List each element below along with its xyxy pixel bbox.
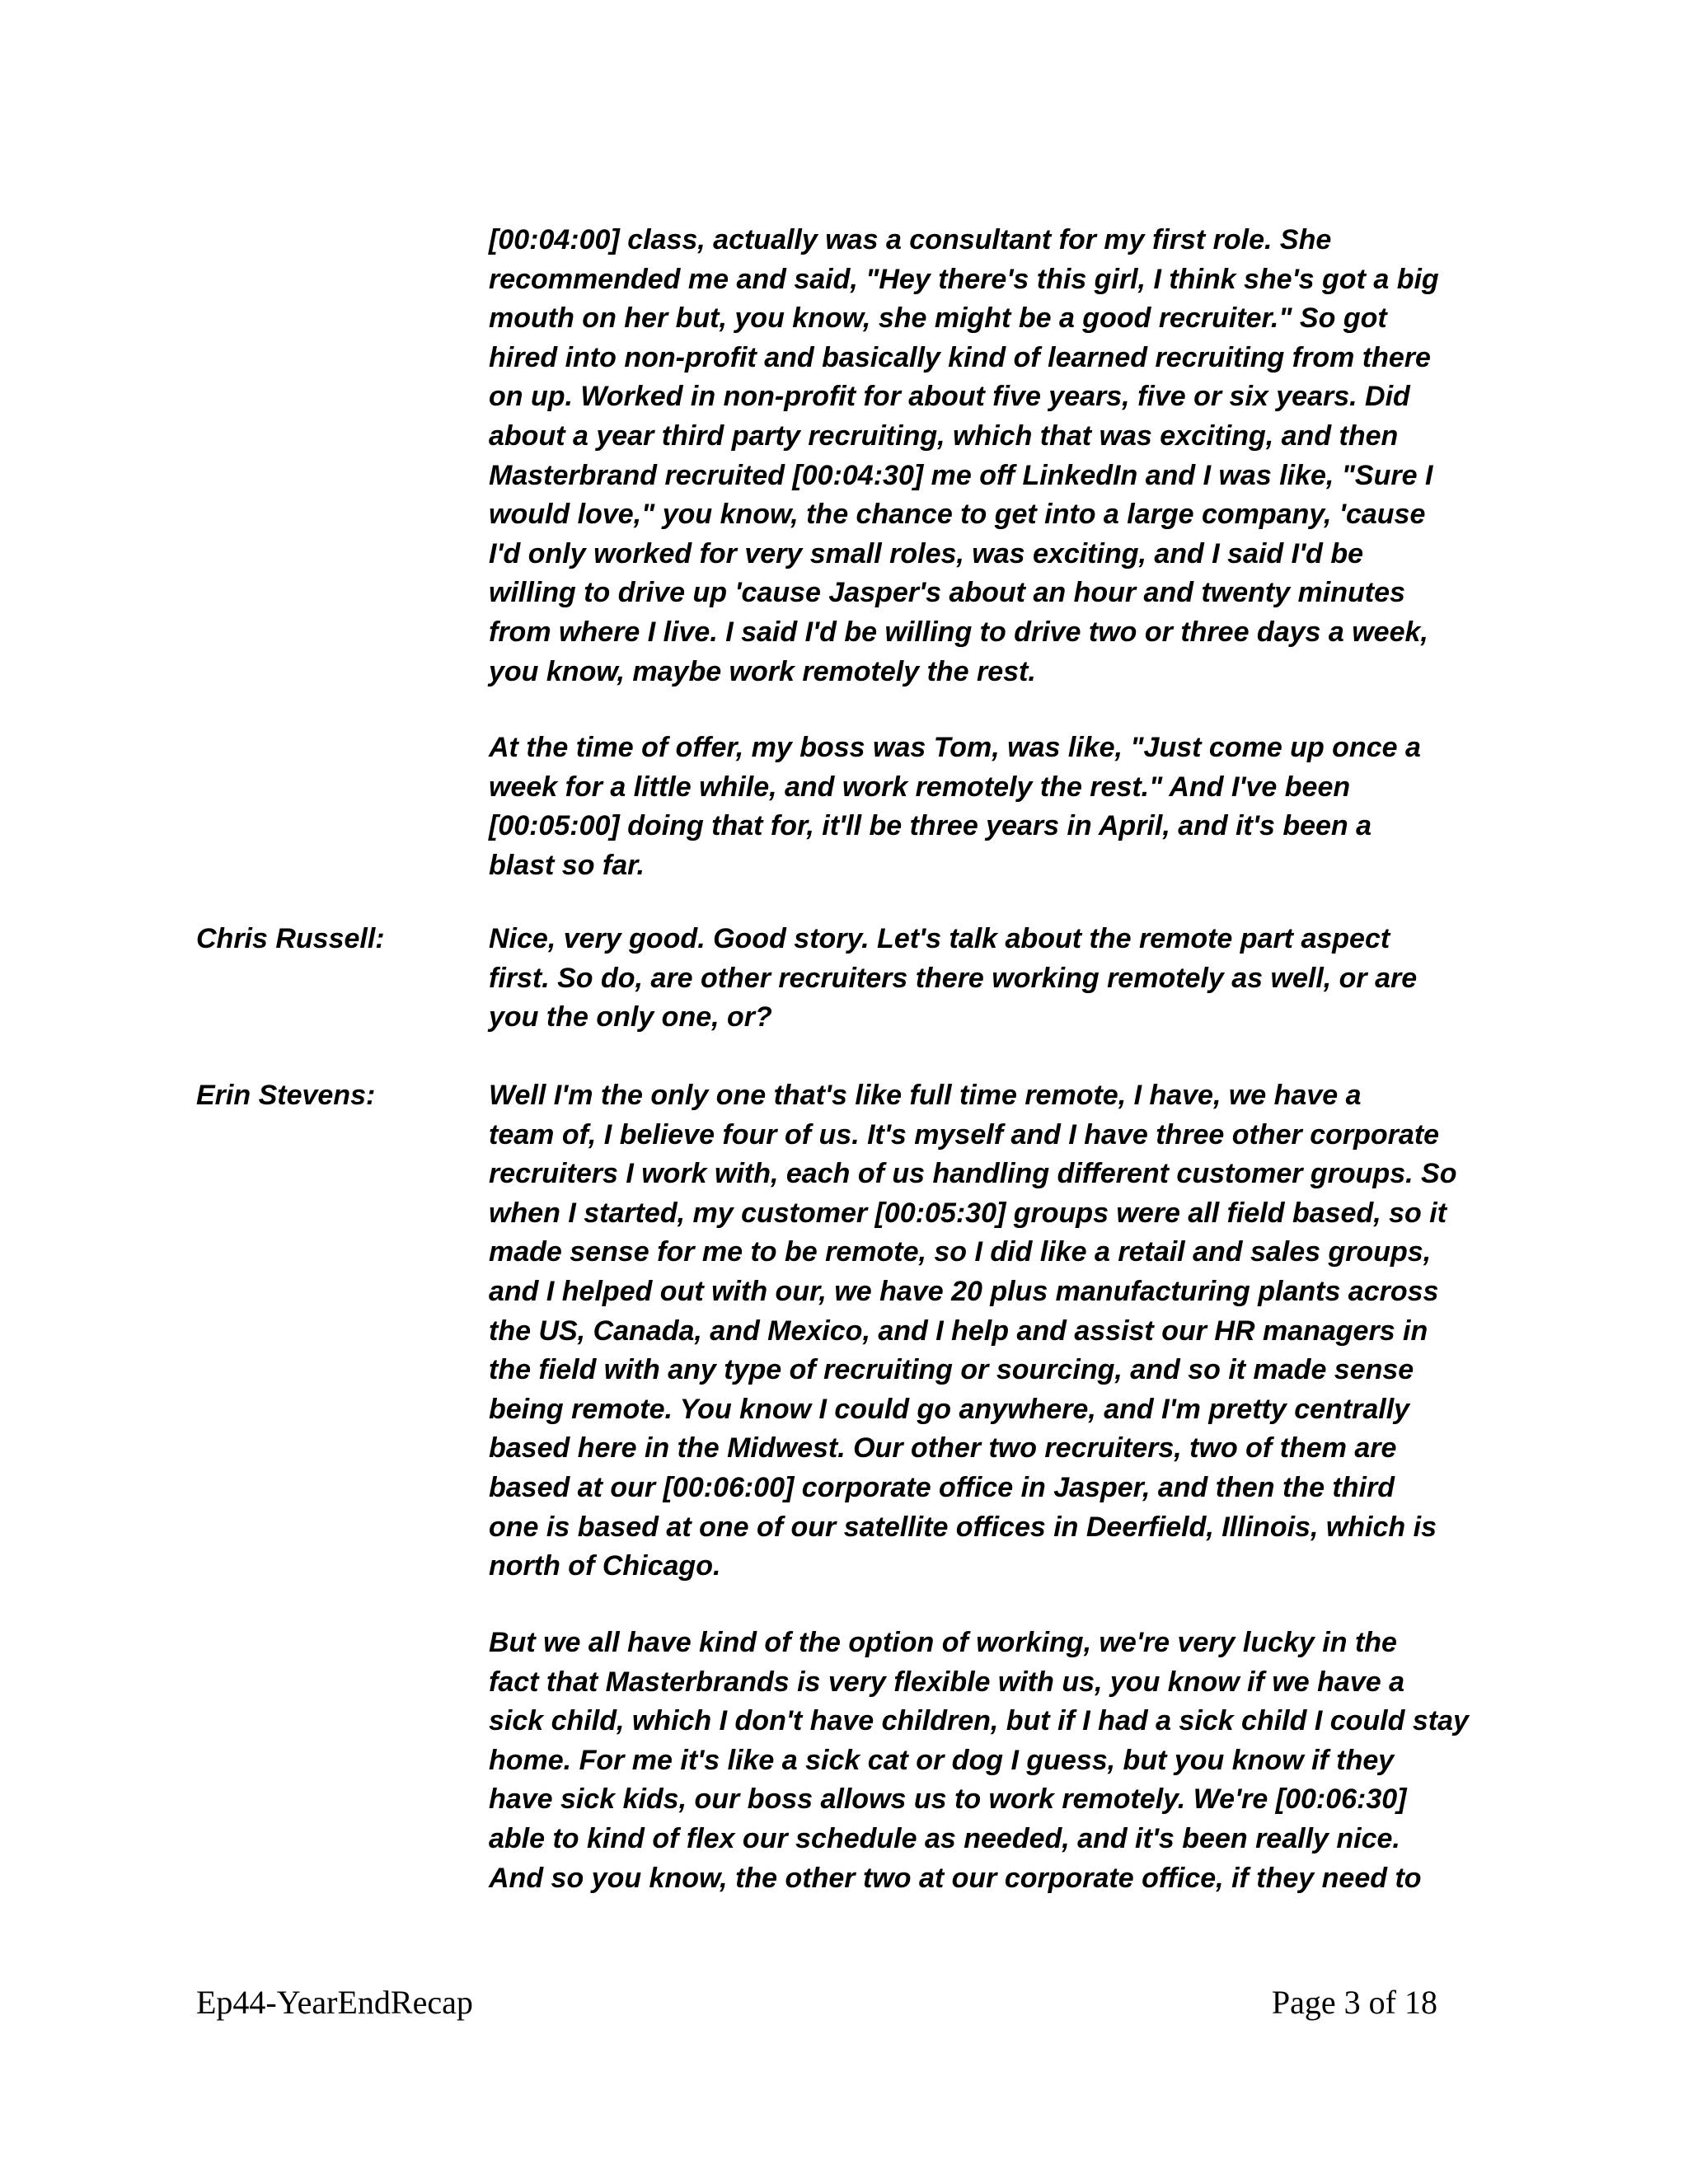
speaker-label: Chris Russell: — [196, 923, 385, 954]
text-line: [00:05:00] doing that for, it'll be three years in April, and it's been a — [489, 810, 1372, 842]
text-line: I'd only worked for very small roles, was exciting, and I said I'd be — [489, 537, 1364, 569]
text-line: when I started, my customer [00:05:30] groups were all field based, so it — [489, 1197, 1447, 1229]
text-line: able to kind of flex our schedule as needed, and it's been really nice. — [489, 1822, 1400, 1854]
text-line: first. So do, are other recruiters there working remotely as well, or are — [489, 962, 1418, 994]
text-line: based here in the Midwest. Our other two recruiters, two of them are — [489, 1432, 1397, 1465]
text-line: one is based at one of our satellite offices in Deerfield, Illinois, which is — [489, 1511, 1437, 1543]
text-line: mouth on her but, you know, she might be a good recruiter." So got — [489, 302, 1387, 335]
text-line: on up. Worked in non-profit for about five years, five or six years. Did — [489, 381, 1410, 413]
text-line: week for a little while, and work remotely the rest." And I've been — [489, 771, 1351, 803]
text-line: the US, Canada, and Mexico, and I help and assist our HR managers in — [489, 1315, 1428, 1347]
text-line: would love," you know, the chance to get into a large company, 'cause — [489, 499, 1426, 531]
text-line: recommended me and said, "Hey there's this girl, I think she's got a big — [489, 263, 1439, 295]
text-line: being remote. You know I could go anywhere, and I'm pretty centrally — [489, 1393, 1410, 1425]
transcript-text — [489, 1076, 1507, 1586]
text-line: based at our [00:06:00] corporate office in Jasper, and then the third — [489, 1471, 1395, 1503]
text-line: [00:04:00] class, actually was a consultant for my first role. She — [489, 224, 1332, 255]
speaker-label: Erin Stevens: — [196, 1080, 376, 1111]
text-line: about a year third party recruiting, which that was exciting, and then — [489, 419, 1399, 452]
text-line: team of, I believe four of us. It's myself and I have three other corporate — [489, 1118, 1440, 1151]
text-line: At the time of offer, my boss was Tom, was like, "Just come up once a — [489, 732, 1421, 763]
text-line: Masterbrand recruited [00:04:30] me off LinkedIn and I was like, "Sure I — [489, 459, 1433, 491]
text-line: Well I'm the only one that's like full time remote, I have, we have a — [489, 1080, 1362, 1111]
text-line: you the only one, or? — [489, 1001, 772, 1033]
transcript-text — [489, 221, 1507, 691]
text-line: recruiters I work with, each of us handling different customer groups. So — [489, 1158, 1457, 1190]
text-line: fact that Masterbrands is very flexible with us, you know if we have a — [489, 1666, 1404, 1698]
text-line: and I helped out with our, we have 20 plus manufacturing plants across — [489, 1275, 1439, 1307]
text-line: Nice, very good. Good story. Let's talk about the remote part aspect — [489, 923, 1390, 954]
footer-document-name: Ep44-YearEndRecap — [196, 1984, 473, 2021]
footer-page-number: Page 3 of 18 — [1271, 1984, 1437, 2021]
text-line: you know, maybe work remotely the rest. — [489, 655, 1036, 687]
text-line: the field with any type of recruiting or sourcing, and so it made sense — [489, 1354, 1414, 1386]
text-line: sick child, which I don't have children, but if I had a sick child I could stay — [489, 1705, 1469, 1737]
text-line: willing to drive up 'cause Jasper's about an hour and twenty minutes — [489, 577, 1405, 609]
text-line: And so you know, the other two at our corporate office, if they need to — [489, 1862, 1422, 1894]
transcript-text — [489, 729, 1507, 885]
text-line: from where I live. I said I'd be willing to drive two or three days a week, — [489, 616, 1428, 648]
text-line: have sick kids, our boss allows us to work remotely. We're [00:06:30] — [489, 1783, 1407, 1816]
text-line: hired into non-profit and basically kind of learned recruiting from there — [489, 341, 1431, 373]
text-line: home. For me it's like a sick cat or dog I guess, but you know if they — [489, 1744, 1395, 1776]
text-line: north of Chicago. — [489, 1550, 721, 1582]
text-line: made sense for me to be remote, so I did like a retail and sales groups, — [489, 1236, 1432, 1268]
transcript-text — [489, 1624, 1507, 1898]
text-line: But we all have kind of the option of working, we're very lucky in the — [489, 1627, 1397, 1658]
transcript-text — [489, 920, 1507, 1038]
text-line: blast so far. — [489, 849, 645, 881]
